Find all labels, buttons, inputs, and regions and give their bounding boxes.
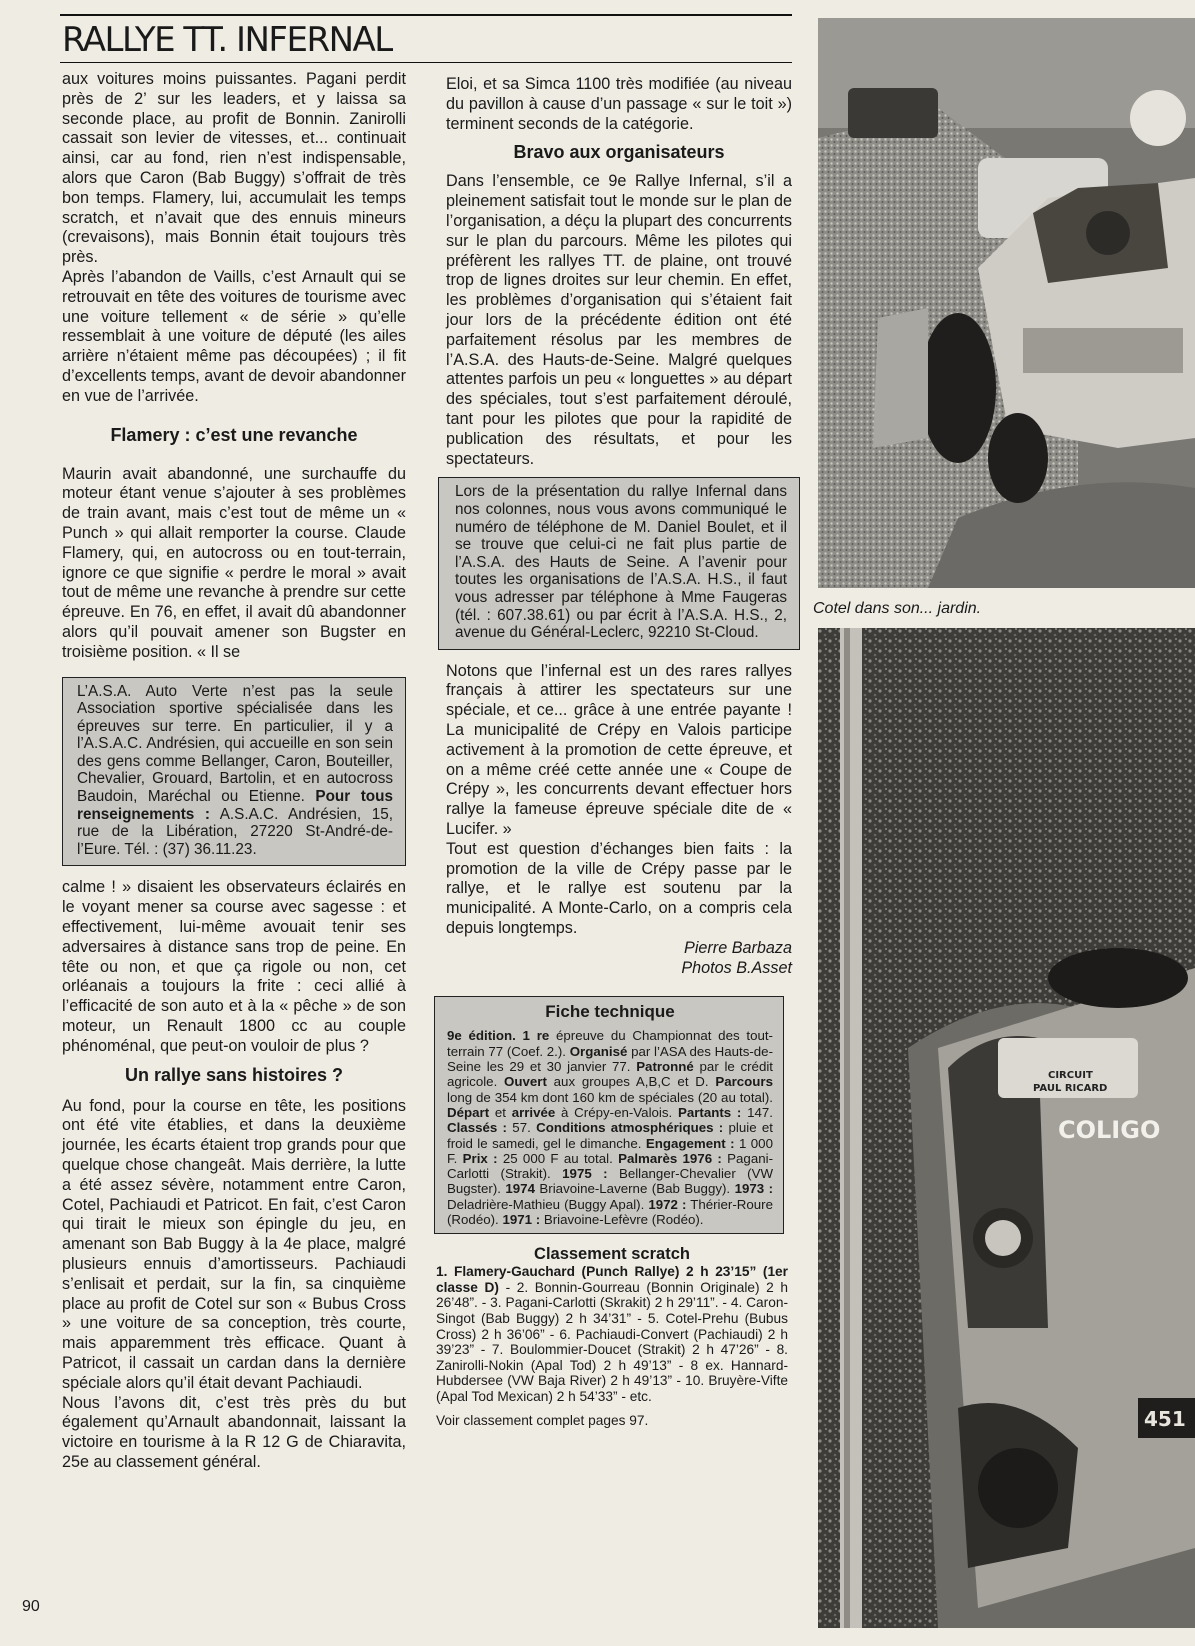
classement-title: Classement scratch [534, 1245, 690, 1264]
paragraph: Tout est question d’échanges bien faits : la promotion de la ville de Crépy passe par le rallye, et le rallye est soutenu par la municipalité. A Monte-Carlo, on a compris cela depuis longtemps. [446, 839, 792, 938]
subheading: Un rallye sans histoires ? [124, 1064, 344, 1085]
license-plate: 451 [1144, 1407, 1186, 1431]
title-rule [60, 62, 792, 63]
sidebar-box-asac [62, 677, 406, 867]
car-sticker-coligo: COLIGO [1058, 1116, 1161, 1144]
box-text: Lors de la présentation du rallye Infernal dans nos colonnes, nous vous avons communiqué le numéro de téléphone de M. Daniel Boulet, et il se trouve que celui-ci ne fait plus partie de l’A.S.A. des Hauts de Seine. A l’avenir pour toutes les organisations de l’A.S.A. H.S., il faut vous adresser par téléphone à Mme Faugeras (tél. : 607.38.61) ou par écrit à l’A.S.A. H.S., 2, avenue du Général-Leclerc, 92210 St-Cloud. [455, 483, 787, 642]
photo-punch-car [818, 628, 1195, 1628]
subheading: Bravo aux organisateurs [513, 142, 725, 163]
box-bold-text: Pour tous renseignements : [77, 788, 394, 823]
photo-credit: Photos B.Asset [681, 958, 792, 977]
paragraph: Nous l’avons dit, c’est très près du but également qu’Arnault abandonnait, laissant la victoire en tourisme à la R 12 G de Chiaravita, 25e au classement général. [62, 1393, 406, 1471]
paragraph: Notons que l’infernal est un des rares rallyes français à attirer les spectateurs sur une spéciale, et ce... grâce à une entrée payante ! La municipalité de Crépy en Valois participe activement à la promotion de cette épreuve, et on a même créé cette année une « Coupe de Crépy », les concurrents devant effectuer hors rallye la fameuse épreuve spéciale dite de « Lucifer. » [446, 661, 792, 839]
classement-text: 1. Flamery-Gauchard (Punch Rallye) 2 h 23’15” (1er classe D) - 2. Bonnin-Gourreau (Bonnin Originale) 2 h 26’48”. - 3. Pagani-Carlotti (Skrakit) 2 h 29’11”. - 4. Caron-Singot (Bab Buggy) 2 h 34’31” - 5. Cotel-Prehu (Bubus Cross) 2 h 36’06” - 6. Pachiaudi-Convert (Pachiaudi) 2 h 39’23” - 7. Boulommier-Doucet (Strakit) 2 h 47’26” - 8. Zanirolli-Nokin (Apal Tod) 2 h 49’13” - 8 ex. Hannard-Hubdersee (VW Baja River) 2 h 49’13” - 10. Bruyère-Vifte (Apal Tod Mexican) 2 h 54’33” - etc. [436, 1264, 788, 1405]
paragraph: Après l’abandon de Vaills, c’est Arnault qui se retrouvait en tête des voitures de tourisme avec une voiture tellement « de série » qu’elle ressemblait à une voiture de député (les ailes arrière n’étaient même pas découpées) ; il fit d’excellents temps, avant de devoir abandonner en vue de l’arrivée. [62, 267, 406, 405]
paragraph: Eloi, et sa Simca 1100 très modifiée (au niveau du pavillon à cause d’un passage « sur le toit ») terminent seconds de la catégorie. [446, 75, 792, 133]
fiche-text: 9e édition. 1 re épreuve du Championnat des tout-terrain 77 (Coef. 2.). Organisé par l’ASA des Hauts-de-Seine les 29 et 30 janvier 77. Patronné par le crédit agricole. Ouvert aux groupes A,B,C et D. Parcours long de 354 km dont 160 km de spéciales (20 au total). Départ et arrivée à Crépy-en-Valois. Partants : 147. Classés : 57. Conditions atmosphériques : pluie et froid le samedi, gel le dimanche. Engagement : 1 000 F. Prix : 25 000 F au total. Palmarès 1976 : Pagani-Carlotti (Strakit). 1975 : Bellanger-Chevalier (VW Bugster). 1974 Briavoine-Laverne (Bab Buggy). 1973 : Deladrière-Mathieu (Buggy Apal). 1972 : Thérier-Roure (Rodéo). 1971 : Briavoine-Lefèvre (Rodéo). [447, 1028, 774, 1227]
paragraph: aux voitures moins puissantes. Pagani perdit près de 2’ sur les leaders, et y laissa sa seconde place, au profit de Bonnin. Zanirolli cassait son levier de vitesses, et... continuait ainsi, car au fond, rien n’est indispensable, alors que Caron (Bab Buggy) s’offrait de très bon temps. Flamery, lui, accumulait les temps scratch, et n’avait que des ennuis mineurs (crevaisons), mais Bonnin était toujours très près. [62, 70, 406, 267]
paragraph: calme ! » disaient les observateurs éclairés en le voyant mener sa course avec sagesse : et effectivement, lui-même avouait tenir ses adversaires à distance sans trop de peine. En tête ou non, et que ça rigole ou non, cet orléanais a toujours la frite : ceci allié à l’efficacité de son auto et à la « pêche » de son moteur, un Renault 1800 cc au couple phénoménal, que peut-on vouloir de plus ? [62, 878, 406, 1055]
photo-cotel-car [818, 18, 1195, 588]
section-title: RALLYE TT. INFERNAL [62, 20, 392, 60]
classement-footer: Voir classement complet pages 97. [436, 1412, 649, 1428]
car-sticker-ricard: PAUL RICARD [1033, 1083, 1108, 1094]
top-rule [60, 14, 792, 16]
paragraph: Maurin avait abandonné, une surchauffe du moteur étant venue s’ajouter à ses problèmes de train avant, mais c’est tout de même un « Punch » qui allait remporter la course. Claude Flamery, qui, en autocross ou en tout-terrain, ignore ce que signifie « perdre le moral » avait tout de même une revanche à prendre sur cette épreuve. En 76, en effet, il avait dû abandonner alors qu’il pouvait amener son Bugster en troisième position. « Il se [62, 464, 406, 661]
paragraph: Dans l’ensemble, ce 9e Rallye Infernal, s’il a pleinement satisfait tout le monde sur le plan de l’organisation, a déçu la plupart des concurrents sur le plan du parcours. Même les pilotes qui préfèrent les rallyes TT. de plaine, ont trouvé trop de lignes droites sur leur chemin. En effet, les problèmes d’organisation qui s’étaient fait jour lors de la précédente édition ont été parfaitement résolus par les membres de l’A.S.A. des Hauts-de-Seine. Malgré quelques attentes parfois un peu « longuettes » au départ des spéciales, tout s’est parfaitement déroulé, tant pour les pilotes que pour la rapidité de publication des résultats, et pour les spectateurs. [446, 172, 792, 468]
article-column-1 [62, 70, 406, 1473]
subheading: Flamery : c’est une revanche [110, 424, 358, 445]
author-name: Pierre Barbaza [684, 938, 792, 957]
sidebar-box-asa-hs [438, 477, 800, 649]
article-column-2 [436, 75, 792, 1428]
fiche-technique-box [434, 996, 784, 1234]
photo-caption: Cotel dans son... jardin. [813, 600, 982, 617]
paragraph: Au fond, pour la course en tête, les positions ont été vite établies, et dans la deuxième journée, les écarts étaient trop grands pour que quelque chose changeât. Mais derrière, la lutte a été assez sévère, notamment entre Caron, Cotel, Pachiaudi et Patricot. En fait, c’est Caron qui tirait le mieux son épingle du jeu, en amenant son Bab Buggy à la 4e place, malgré plusieurs ennuis d’amortisseurs. Pachiaudi s’enlisait et perdait, sur la fin, sa cinquième place au profit de Cotel sur son « Bubus Cross » une voiture de sa conception, très courte, mais apparemment très efficace. Quant à Patricot, il cassait un cardan dans la dernière spéciale alors qu’il était devant Pachiaudi. [62, 1096, 406, 1392]
box-text-end: A.S.A.C. Andrésien, 15, rue de la Libération, 27220 St-André-de-l’Eure. Tél. : (37) 36.11.23. [77, 805, 393, 858]
classement-scratch [436, 1244, 788, 1428]
fiche-title: Fiche technique [545, 1002, 675, 1022]
car-sticker-circuit: CIRCUIT [1048, 1070, 1093, 1081]
box-text: L’A.S.A. Auto Verte n’est pas la seule Association sportive spécialisée dans les épreuves sur terre. En particulier, il y a l’A.S.A.C. Andrésien, qui accueille en son sein des gens comme Bellanger, Caron, Bouteiller, Chevalier, Grouard, Bartolin, et en autocross Baudoin, Maréchal ou Etienne. [77, 682, 393, 806]
page-number: 90 [22, 1598, 40, 1615]
